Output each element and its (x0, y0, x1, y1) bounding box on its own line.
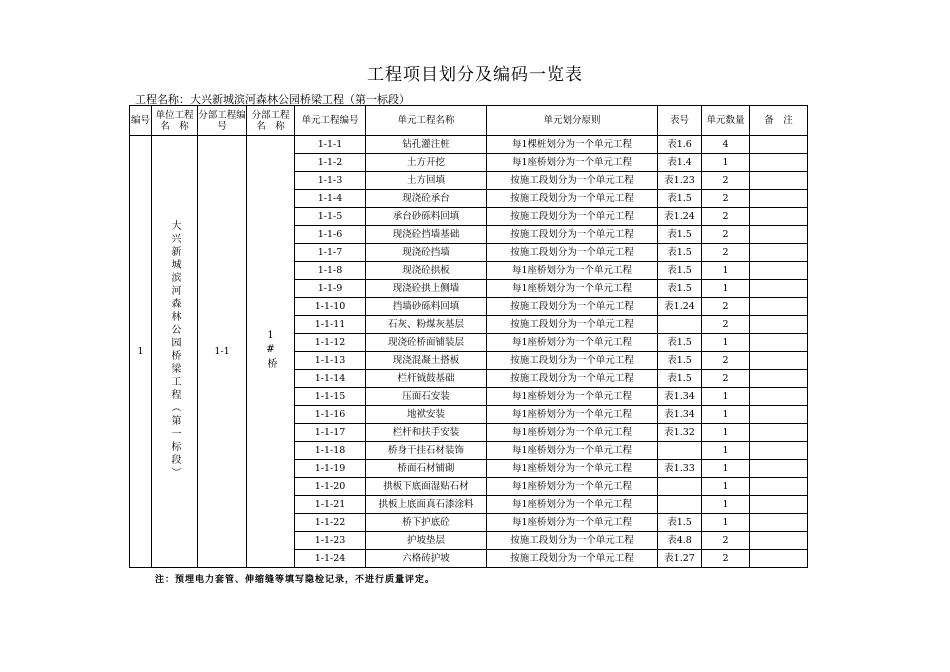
remark-cell (750, 136, 808, 154)
unit-count-cell: 1 (702, 334, 750, 352)
unit-count-cell: 2 (702, 244, 750, 262)
project-name-label: 工程名称：大兴新城滨河森林公园桥梁工程（第一标段） (135, 93, 410, 106)
element-code-cell: 1-1-18 (295, 442, 366, 460)
element-code-cell: 1-1-20 (295, 478, 366, 496)
form-no-cell (658, 442, 702, 460)
division-rule-cell: 每1座桥划分为一个单元工程 (487, 478, 658, 496)
remark-cell (750, 208, 808, 226)
remark-cell (750, 532, 808, 550)
form-no-cell: 表1.5 (658, 280, 702, 298)
header-unit-count: 单元数量 (702, 106, 750, 136)
element-name-cell: 挡墙砂砾料回填 (366, 298, 487, 316)
element-name-cell: 桥下护底砼 (366, 514, 487, 532)
element-code-cell: 1-1-24 (295, 550, 366, 568)
form-no-cell: 表1.23 (658, 172, 702, 190)
header-no: 编号 (130, 106, 152, 136)
division-rule-cell: 按施工段划分为一个单元工程 (487, 532, 658, 550)
unit-count-cell: 1 (702, 460, 750, 478)
unit-count-cell: 1 (702, 154, 750, 172)
form-no-cell: 表1.4 (658, 154, 702, 172)
element-code-cell: 1-1-14 (295, 370, 366, 388)
unit-count-cell: 1 (702, 478, 750, 496)
form-no-cell (658, 316, 702, 334)
remark-cell (750, 172, 808, 190)
division-rule-cell: 每1座桥划分为一个单元工程 (487, 388, 658, 406)
form-no-cell: 表1.5 (658, 334, 702, 352)
unit-count-cell: 2 (702, 370, 750, 388)
element-code-cell: 1-1-13 (295, 352, 366, 370)
page-title: 工程项目划分及编码一览表 (367, 65, 583, 85)
remark-cell (750, 334, 808, 352)
unit-count-cell: 2 (702, 298, 750, 316)
division-rule-cell: 每1座桥划分为一个单元工程 (487, 424, 658, 442)
division-rule-cell: 按施工段划分为一个单元工程 (487, 316, 658, 334)
group-unit-project-cell-text: 大兴新城滨河森林公园桥梁工程（第一标段） (169, 220, 180, 480)
remark-cell (750, 154, 808, 172)
element-code-cell: 1-1-16 (295, 406, 366, 424)
division-rule-cell: 按施工段划分为一个单元工程 (487, 190, 658, 208)
element-name-cell: 压面石安装 (366, 388, 487, 406)
division-rule-cell: 每1座桥划分为一个单元工程 (487, 514, 658, 532)
remark-cell (750, 190, 808, 208)
element-code-cell: 1-1-22 (295, 514, 366, 532)
unit-count-cell: 1 (702, 280, 750, 298)
group-sub-name-cell (247, 136, 295, 568)
header-division-rule: 单元划分原则 (487, 106, 658, 136)
element-code-cell: 1-1-19 (295, 460, 366, 478)
element-code-cell: 1-1-17 (295, 424, 366, 442)
element-code-cell: 1-1-21 (295, 496, 366, 514)
remark-cell (750, 280, 808, 298)
element-code-cell: 1-1-10 (295, 298, 366, 316)
unit-count-cell: 1 (702, 406, 750, 424)
element-code-cell: 1-1-9 (295, 280, 366, 298)
element-code-cell: 1-1-1 (295, 136, 366, 154)
form-no-cell: 表1.5 (658, 262, 702, 280)
form-no-cell: 表1.27 (658, 550, 702, 568)
unit-count-cell: 2 (702, 550, 750, 568)
element-name-cell: 现浇砼桥面铺装层 (366, 334, 487, 352)
unit-count-cell: 1 (702, 514, 750, 532)
element-code-cell: 1-1-12 (295, 334, 366, 352)
remark-cell (750, 406, 808, 424)
division-rule-cell: 按施工段划分为一个单元工程 (487, 172, 658, 190)
division-rule-cell: 每1座桥划分为一个单元工程 (487, 460, 658, 478)
remark-cell (750, 262, 808, 280)
project-division-table (129, 105, 808, 568)
remark-cell (750, 442, 808, 460)
division-rule-cell: 按施工段划分为一个单元工程 (487, 298, 658, 316)
division-rule-cell: 按施工段划分为一个单元工程 (487, 550, 658, 568)
element-code-cell: 1-1-7 (295, 244, 366, 262)
form-no-cell: 表1.24 (658, 208, 702, 226)
table-row (130, 136, 808, 154)
division-rule-cell: 每1座桥划分为一个单元工程 (487, 262, 658, 280)
division-rule-cell: 按施工段划分为一个单元工程 (487, 244, 658, 262)
unit-count-cell: 2 (702, 208, 750, 226)
form-no-cell (658, 478, 702, 496)
division-rule-cell: 按施工段划分为一个单元工程 (487, 226, 658, 244)
remark-cell (750, 496, 808, 514)
element-name-cell: 桥身干挂石材装饰 (366, 442, 487, 460)
unit-count-cell: 2 (702, 226, 750, 244)
form-no-cell: 表1.34 (658, 406, 702, 424)
element-name-cell: 现浇砼拱板 (366, 262, 487, 280)
unit-count-cell: 2 (702, 190, 750, 208)
division-rule-cell: 按施工段划分为一个单元工程 (487, 370, 658, 388)
element-name-cell: 地袱安装 (366, 406, 487, 424)
element-code-cell: 1-1-5 (295, 208, 366, 226)
division-rule-cell: 每1座桥划分为一个单元工程 (487, 280, 658, 298)
form-no-cell: 表1.32 (658, 424, 702, 442)
element-code-cell: 1-1-6 (295, 226, 366, 244)
unit-count-cell: 1 (702, 442, 750, 460)
unit-count-cell: 2 (702, 352, 750, 370)
division-rule-cell: 每1座桥划分为一个单元工程 (487, 334, 658, 352)
remark-cell (750, 460, 808, 478)
form-no-cell: 表1.5 (658, 514, 702, 532)
form-no-cell: 表1.5 (658, 244, 702, 262)
element-name-cell: 现浇砼拱上侧墙 (366, 280, 487, 298)
element-name-cell: 栏杆钺鼓基础 (366, 370, 487, 388)
unit-count-cell: 1 (702, 262, 750, 280)
unit-count-cell: 1 (702, 424, 750, 442)
element-code-cell: 1-1-2 (295, 154, 366, 172)
remark-cell (750, 424, 808, 442)
form-no-cell: 表1.5 (658, 352, 702, 370)
element-name-cell: 护坡垫层 (366, 532, 487, 550)
element-code-cell: 1-1-8 (295, 262, 366, 280)
element-name-cell: 土方回填 (366, 172, 487, 190)
remark-cell (750, 478, 808, 496)
element-name-cell: 承台砂砾料回填 (366, 208, 487, 226)
remark-cell (750, 514, 808, 532)
element-name-cell: 拱板上底面真石漆涂料 (366, 496, 487, 514)
unit-count-cell: 1 (702, 388, 750, 406)
header-sub-no: 分部工程编 号 (198, 106, 247, 136)
element-name-cell: 现浇砼承台 (366, 190, 487, 208)
form-no-cell: 表1.5 (658, 370, 702, 388)
remark-cell (750, 352, 808, 370)
element-code-cell: 1-1-11 (295, 316, 366, 334)
unit-count-cell: 4 (702, 136, 750, 154)
form-no-cell: 表1.24 (658, 298, 702, 316)
form-no-cell: 表1.5 (658, 226, 702, 244)
header-element-no: 单元工程编号 (295, 106, 366, 136)
remark-cell (750, 550, 808, 568)
footnote: 注：预埋电力套管、伸缩缝等填写隐检记录，不进行质量评定。 (155, 575, 436, 585)
group-sub-no-cell: 1-1 (198, 136, 247, 568)
header-remark: 备 注 (750, 106, 808, 136)
unit-count-cell: 2 (702, 316, 750, 334)
form-no-cell: 表1.33 (658, 460, 702, 478)
element-name-cell: 六格砖护坡 (366, 550, 487, 568)
group-unit-project-cell (152, 136, 198, 568)
element-name-cell: 钻孔灌注桩 (366, 136, 487, 154)
form-no-cell: 表1.34 (658, 388, 702, 406)
element-code-cell: 1-1-4 (295, 190, 366, 208)
element-name-cell: 现浇砼挡墙 (366, 244, 487, 262)
element-name-cell: 栏杆和扶手安装 (366, 424, 487, 442)
form-no-cell (658, 496, 702, 514)
element-code-cell: 1-1-3 (295, 172, 366, 190)
element-name-cell: 桥面石材铺砌 (366, 460, 487, 478)
remark-cell (750, 316, 808, 334)
remark-cell (750, 388, 808, 406)
division-rule-cell: 每1座桥划分为一个单元工程 (487, 496, 658, 514)
form-no-cell: 表1.5 (658, 190, 702, 208)
remark-cell (750, 370, 808, 388)
element-name-cell: 土方开挖 (366, 154, 487, 172)
element-name-cell: 现浇混凝土搭板 (366, 352, 487, 370)
remark-cell (750, 226, 808, 244)
group-sub-name-cell-text: 1#桥 (265, 329, 276, 371)
division-rule-cell: 每1座桥划分为一个单元工程 (487, 154, 658, 172)
header-sub-name: 分部工程名 称 (247, 106, 295, 136)
division-rule-cell: 每1座桥划分为一个单元工程 (487, 406, 658, 424)
element-code-cell: 1-1-23 (295, 532, 366, 550)
division-rule-cell: 每1座桥划分为一个单元工程 (487, 442, 658, 460)
form-no-cell: 表4.8 (658, 532, 702, 550)
element-name-cell: 拱板下底面湿贴石材 (366, 478, 487, 496)
group-no-cell: 1 (130, 136, 152, 568)
header-form-no: 表号 (658, 106, 702, 136)
element-name-cell: 石灰、粉煤灰基层 (366, 316, 487, 334)
header-unit-project: 单位工程名 称 (152, 106, 198, 136)
remark-cell (750, 298, 808, 316)
unit-count-cell: 2 (702, 532, 750, 550)
element-code-cell: 1-1-15 (295, 388, 366, 406)
division-rule-cell: 按施工段划分为一个单元工程 (487, 352, 658, 370)
table-header-row (130, 106, 808, 136)
element-name-cell: 现浇砼挡墙基础 (366, 226, 487, 244)
header-element-name: 单元工程名称 (366, 106, 487, 136)
form-no-cell: 表1.6 (658, 136, 702, 154)
division-rule-cell: 按施工段划分为一个单元工程 (487, 208, 658, 226)
unit-count-cell: 2 (702, 172, 750, 190)
unit-count-cell: 1 (702, 496, 750, 514)
remark-cell (750, 244, 808, 262)
division-rule-cell: 每1棵桩划分为一个单元工程 (487, 136, 658, 154)
